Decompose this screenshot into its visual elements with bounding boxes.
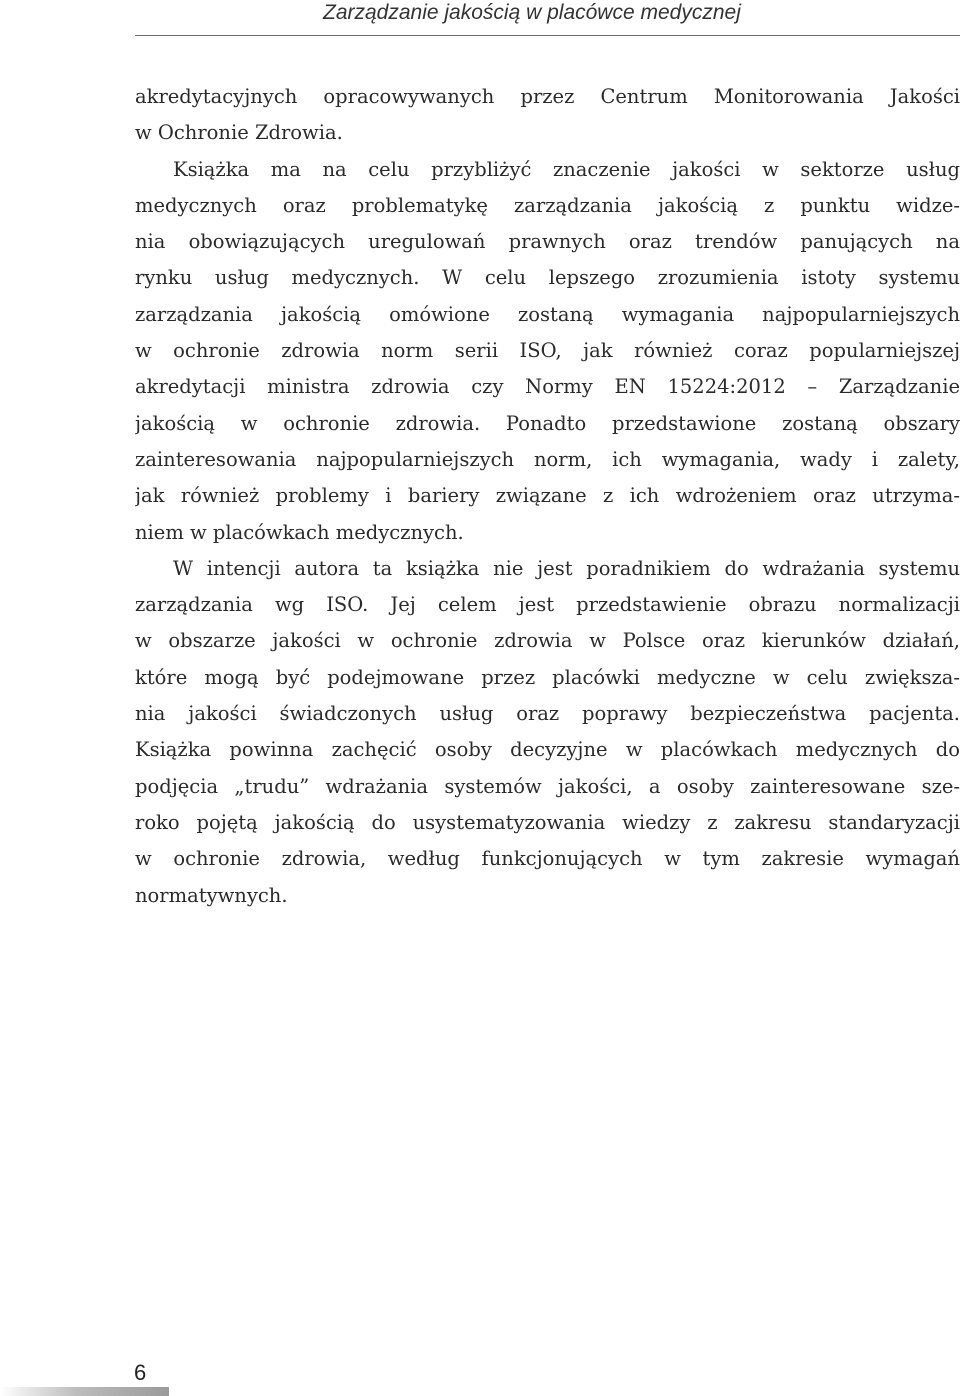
page-footer bbox=[0, 1357, 169, 1396]
text-line: normatywnych. bbox=[135, 883, 288, 907]
running-title: Zarządzanie jakością w placówce medycznej bbox=[323, 1, 741, 24]
text-line: roko pojętą jakością do usystematyzowania wiedzy z zakresu standaryzacji bbox=[135, 810, 960, 834]
text-line: jakością w ochronie zdrowia. Ponadto przedstawione zostaną obszary bbox=[135, 411, 960, 435]
text-line: W intencji autora ta książka nie jest poradnikiem do wdrażania systemu bbox=[173, 556, 960, 580]
text-line: akredytacji ministra zdrowia czy Normy EN 15224:2012 – Zarządzanie bbox=[135, 375, 960, 399]
text-line: w obszarze jakości w ochronie zdrowia w Polsce oraz kierunków działań, bbox=[135, 629, 960, 653]
text-line: nia jakości świadczonych usług oraz poprawy bezpieczeństwa pacjenta. bbox=[135, 702, 960, 726]
text-line: Książka powinna zachęcić osoby decyzyjne w placówkach medycznych do bbox=[135, 738, 960, 762]
page-number: 6 bbox=[134, 1360, 147, 1385]
text-line: zainteresowania najpopularniejszych norm, ich wymagania, wady i zalety, bbox=[135, 447, 960, 471]
text-line: Książka ma na celu przybliżyć znaczenie jakości w sektorze usług bbox=[173, 157, 960, 181]
text-line: rynku usług medycznych. W celu lepszego zrozumienia istoty systemu bbox=[135, 266, 960, 290]
text-line: w ochronie zdrowia, według funkcjonujących w tym zakresie wymagań bbox=[135, 847, 960, 871]
text-line: podjęcia „trudu” wdrażania systemów jakości, a osoby zainteresowane sze- bbox=[135, 774, 960, 798]
running-header bbox=[135, 0, 960, 36]
footer-gradient-bar bbox=[0, 1387, 169, 1396]
text-line: jak również problemy i bariery związane z ich wdrożeniem oraz utrzyma- bbox=[135, 484, 960, 508]
text-line: które mogą być podejmowane przez placówki medyczne w celu zwiększa- bbox=[135, 665, 960, 689]
text-line: zarządzania wg ISO. Jej celem jest przedstawienie obrazu normalizacji bbox=[135, 593, 960, 617]
text-line: niem w placówkach medycznych. bbox=[135, 520, 464, 544]
text-line: akredytacyjnych opracowywanych przez Centrum Monitorowania Jakości bbox=[135, 85, 960, 108]
text-line: w ochronie zdrowia norm serii ISO, jak również coraz popularniejszej bbox=[135, 339, 960, 363]
text-line: w Ochronie Zdrowia. bbox=[135, 121, 343, 145]
text-line: medycznych oraz problematykę zarządzania jakością z punktu widze- bbox=[135, 193, 960, 217]
text-line: zarządzania jakością omówione zostaną wymagania najpopularniejszych bbox=[135, 302, 960, 326]
body-text bbox=[135, 79, 960, 914]
text-line: nia obowiązujących uregulowań prawnych oraz trendów panujących na bbox=[135, 230, 960, 254]
